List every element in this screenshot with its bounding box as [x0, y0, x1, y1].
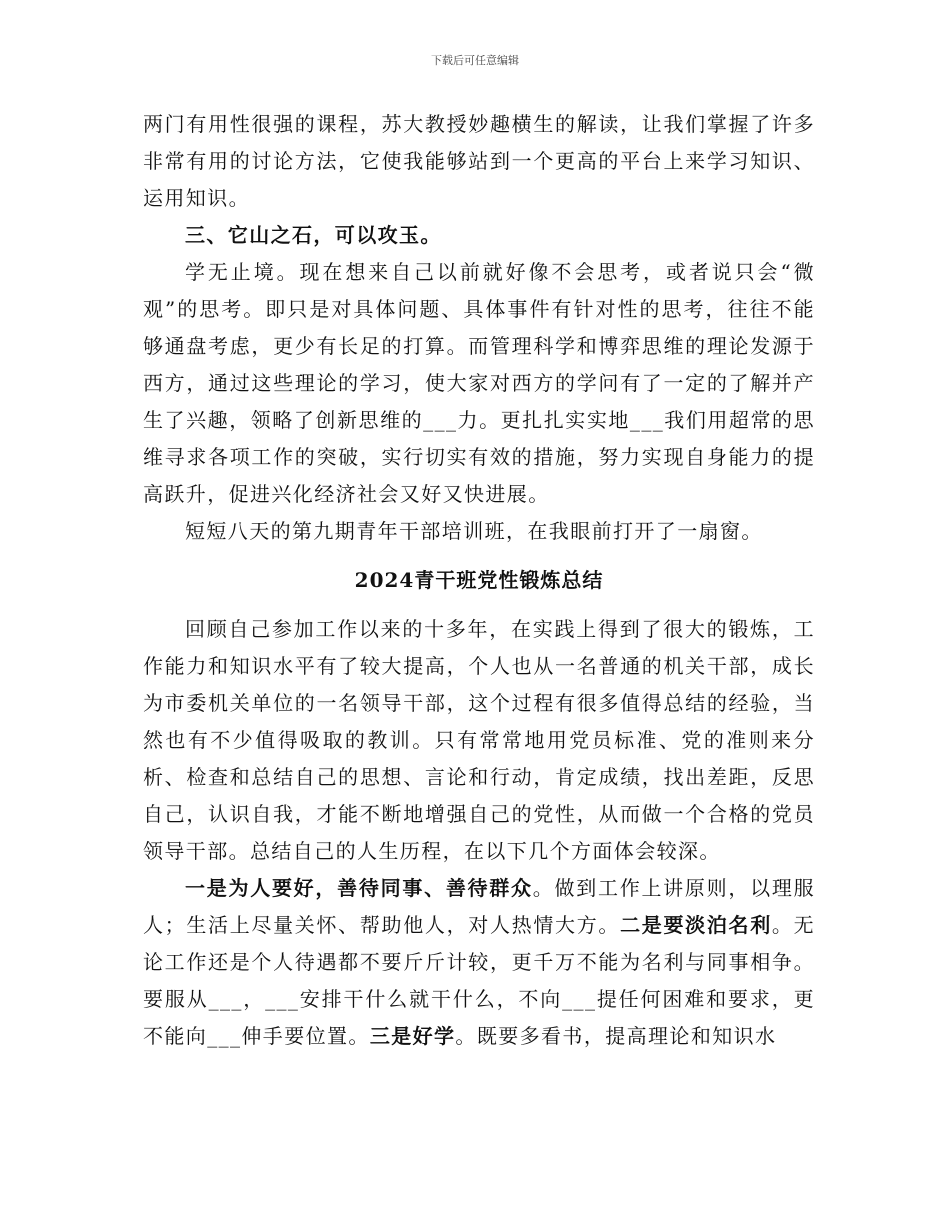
paragraph-2: 学无止境。现在想来自己以前就好像不会思考，或者说只会“微观”的思考。即只是对具体问题、具体事件有针对性的思考，往往不能够通盘考虑，更少有长足的打算。而管理科学和博弈思维的理论发源于西方，通过这些理论的学习，使大家对西方的学问有了一定的了解并产生了兴趣，领略了创新思维的___力。更扎扎实实地___我们用超常的思维寻求各项工作的突破，实行切实有效的措施，努力实现自身能力的提高跃升，促进兴化经济社会又好又快进展。 — [143, 260, 815, 506]
page-header: 下载后可任意编辑 — [431, 54, 519, 67]
paragraph-4: 回顾自己参加工作以来的十多年，在实践上得到了很大的锻炼，工作能力和知识水平有了较大提高，个人也从一名普通的机关干部，成长为市委机关单位的一名领导干部，这个过程有很多值得总结的经验，当然也有不少值得吸取的教训。只有常常地用党员标准、党的准则来分析、检查和总结自己的思想、言论和行动，肯定成绩，找出差距，反思自己，认识自我，才能不断地增强自己的党性，从而做一个合格的党员领导干部。总结自己的人生历程，在以下几个方面体会较深。 — [143, 617, 815, 863]
article-title: 2024青干班党性锻炼总结 — [354, 568, 604, 592]
point-3-heading: 三是好学 — [369, 1024, 456, 1048]
point-2-heading: 二是要淡泊名利 — [620, 913, 772, 937]
point-2-text: 。无论工作还是个人待遇都不要斤斤计较，更千万不能为名利与同事相争。要服从___，___安排干什么就干什么，不向___提任何困难和要求，更不能向___伸手要位置。 — [143, 913, 815, 1048]
section-heading-3: 三、它山之石，可以攻玉。 — [185, 223, 442, 247]
point-1-heading: 一是为人要好，善待同事、善待群众 — [185, 876, 533, 900]
document-body — [143, 106, 815, 1055]
paragraph-5 — [143, 870, 815, 1055]
point-1-text: 。做到工作上讲原则，以理服人；生活上尽量关怀、帮助他人，对人热情大方。 — [143, 876, 815, 937]
paragraph-3: 短短八天的第九期青年干部培训班，在我眼前打开了一扇窗。 — [185, 519, 763, 543]
point-3-text: 。既要多看书，提高理论和知识水 — [455, 1024, 777, 1048]
paragraph-1: 两门有用性很强的课程，苏大教授妙趣横生的解读，让我们掌握了许多非常有用的讨论方法，它使我能够站到一个更高的平台上来学习知识、运用知识。 — [143, 112, 815, 210]
